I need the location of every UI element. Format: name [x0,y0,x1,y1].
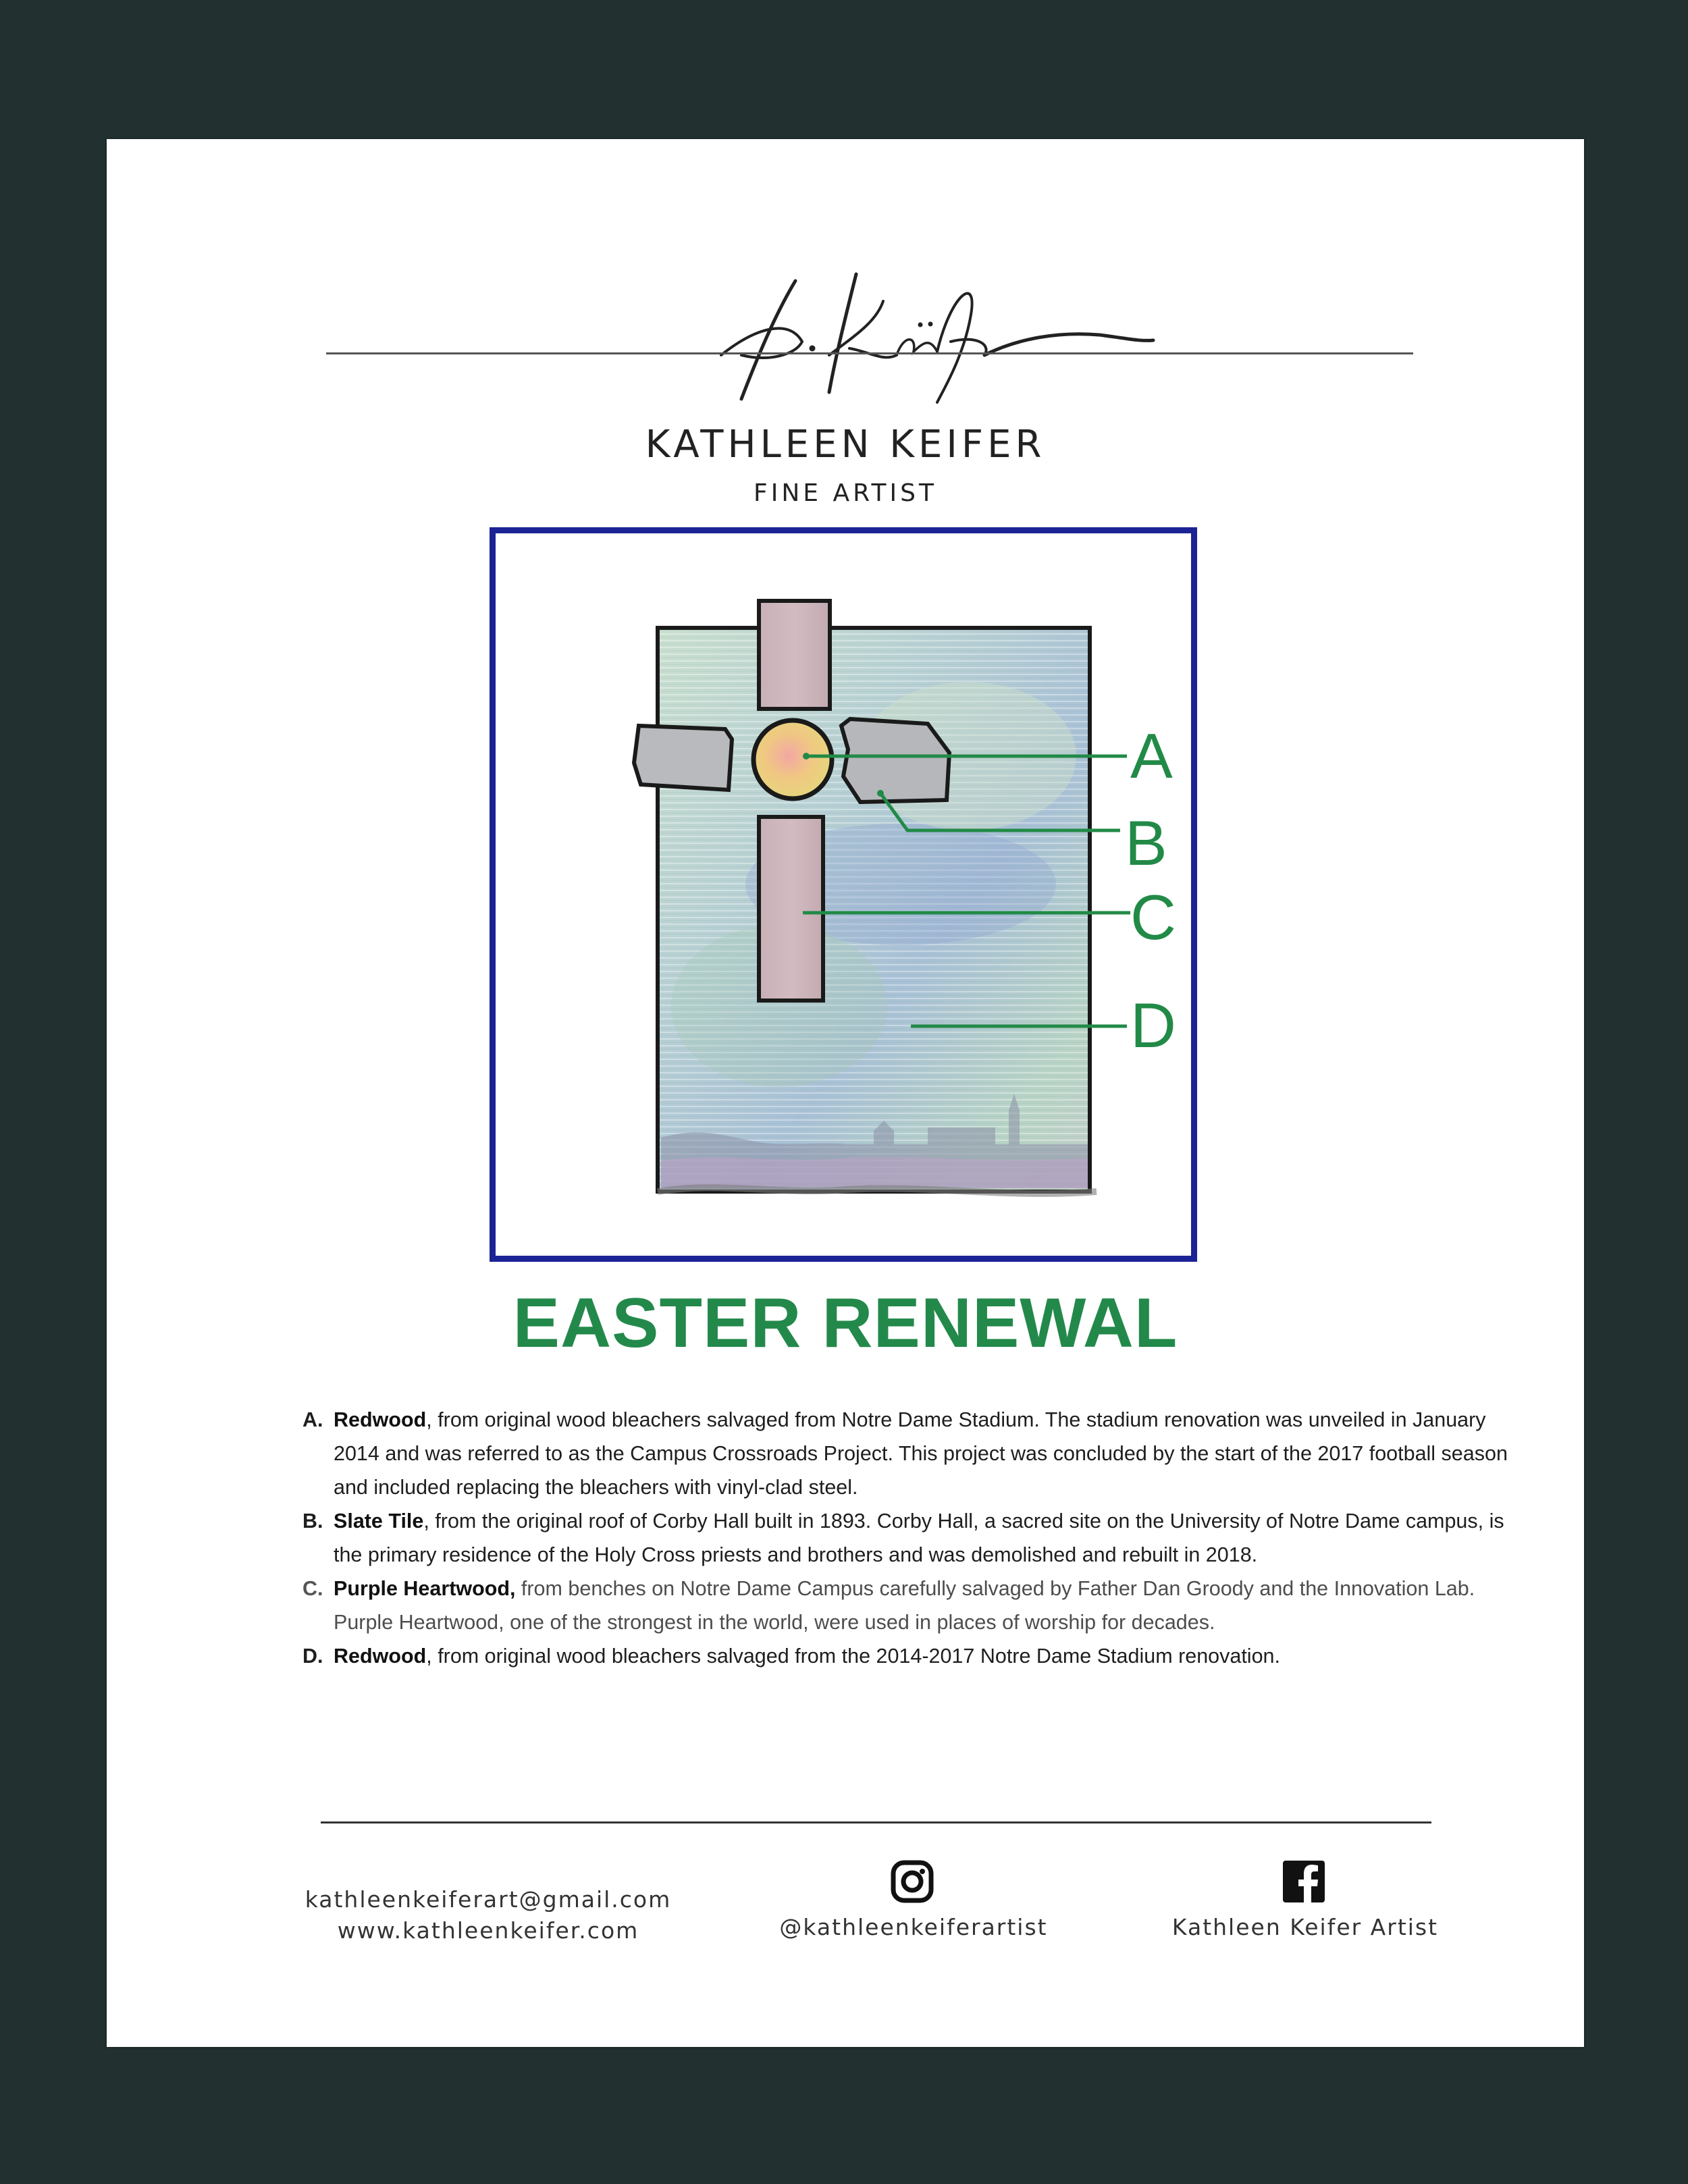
artist-subtitle: FINE ARTIST [754,479,937,507]
note-material: Redwood [334,1408,427,1431]
artwork-illustration [496,533,1191,1256]
callout-label-a: A [1130,720,1173,791]
cross-lower-piece [759,817,823,1001]
email-link[interactable]: kathleenkeiferart@gmail.com [305,1886,672,1913]
artwork-title: EASTER RENEWAL [512,1284,1178,1362]
signature-graphic [694,254,1180,409]
artist-name: KATHLEEN KEIFER [645,423,1046,467]
note-description: from benches on Notre Dame Campus carefully salvaged by Father Dan Groody and the Innovation Lab. Purple Heartwood, one of the strongest in the world, were used in places of worship for decades. [334,1577,1475,1634]
callout-label-b: B [1125,807,1167,878]
note-letter: D. [302,1645,323,1668]
header-divider [326,352,1413,354]
instagram-handle[interactable]: @kathleenkeiferartist [779,1914,1048,1940]
info-sheet [107,139,1584,2047]
note-letter: C. [302,1577,323,1600]
note-description: , from the original roof of Corby Hall built in 1893. Corby Hall, a sacred site on the University of Notre Dame campus, is the primary residence of the Holy Cross priests and brothers and was demolished and rebuilt in 2018. [334,1510,1504,1566]
note-material: Slate Tile [334,1510,424,1533]
footer-divider [321,1821,1431,1823]
website-link[interactable]: www.kathleenkeifer.com [337,1917,639,1944]
cross-center-disc [754,720,832,799]
artwork-frame [490,527,1197,1262]
note-d [302,1639,1518,1673]
facebook-name[interactable]: Kathleen Keifer Artist [1171,1914,1439,1940]
cross-right-slate [841,719,949,802]
note-b [302,1504,1518,1572]
note-material: Redwood [334,1645,427,1668]
note-letter: A. [302,1408,323,1431]
cross-top-piece [759,601,830,709]
note-description: , from original wood bleachers salvaged from Notre Dame Stadium. The stadium renovation was unveiled in January 2014 and was referred to as the Campus Crossroads Project. This project was concluded by the start of the 2017 football season and included replacing the bleachers with vinyl-clad steel. [334,1408,1508,1499]
cross-left-slate [634,726,732,790]
callout-label-d: D [1130,990,1176,1061]
note-a [302,1403,1518,1504]
contact-block [299,1884,677,1946]
note-description: , from original wood bleachers salvaged from the 2014-2017 Notre Dame Stadium renovation. [426,1645,1280,1668]
facebook-icon[interactable] [1283,1861,1325,1902]
instagram-icon[interactable] [890,1859,934,1904]
material-notes [302,1403,1518,1673]
note-letter: B. [302,1510,323,1533]
note-material: Purple Heartwood, [334,1577,516,1600]
callout-label-c: C [1130,882,1176,953]
note-c [302,1572,1518,1639]
